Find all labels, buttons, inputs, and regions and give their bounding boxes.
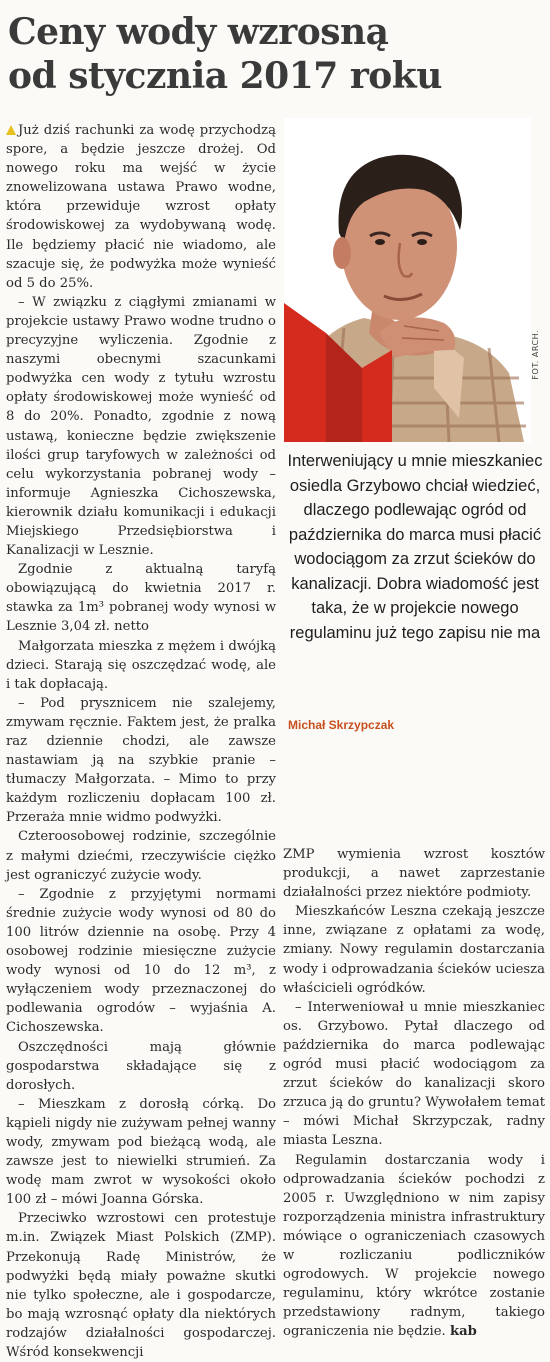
article-paragraph: – Pod prysznicem nie szalejemy, zmywam ręcznie. Faktem jest, że pralka raz dziennie chodzi, ale zawsze nastawiam ją na szybkie pranie – tłumaczy Małgorzata. – Mimo to przy każdym rozliczeniu dopłacam 100 zł. Przeraża mnie widmo podwyżki. [6,695,276,826]
article-paragraph: Oszczędności mają głównie gospodarstwa składające się z dorosłych. [6,1039,276,1093]
article-paragraph: Małgorzata mieszka z mężem i dwójką dzieci. Starają się oszczędzać wodę, ale i tak dopłacają. [6,638,276,692]
portrait-photo [284,118,531,442]
portrait-illustration [284,118,531,442]
article-column-right [283,845,545,1350]
article-paragraph: Regulamin dostarczania wody i odprowadzania ścieków pochodzi z 2005 r. Uwzględniono w nim zapisy rozporządzenia ministra infrastruktury mówiące o ograniczeniach czasowych w rozliczaniu podliczników ogrodowych. W projekcie nowego regulaminu, który wkrótce zostanie przedstawiony radnym, takiego ograniczenia nie będzie. kab [283,1152,545,1340]
article-paragraph: – W związku z ciągłymi zmianami w projekcie ustawy Prawo wodne trudno o precyzyjne wyliczenia. Zgodnie z naszymi obecnymi szacunkami podwyżka cen wody z tytułu wzrostu opłaty środowiskowej może wynieść od 8 do 20%. Ponadto, zgodnie z nową ustawą, konieczne będzie zwiększenie ilości grup taryfowych w zależności od celu wykorzystania pobranej wody – informuje Agnieszka Cichoszewska, kierownik działu komunikacji i edukacji Miejskiego Przedsiębiorstwa i Kanalizacji w Lesznie. [6,294,276,559]
section-marker-icon [6,125,16,135]
article-paragraph: Już dziś rachunki za wodę przychodzą spore, a będzie jeszcze drożej. Od nowego roku ma wejść w życie znowelizowana ustawa Prawo wodne, która przewiduje wzrost opłaty środowiskowej za wydobywaną wodę. Ile będziemy płacić nie wiadomo, ale szacuje się, że podwyżka może wynieść od 5 do 25%. [6,123,276,291]
author-signature: kab [449,1324,477,1340]
article-paragraph: Przeciwko wzrostowi cen protestuje m.in. Związek Miast Polskich (ZMP). Przekonują Radę Ministrów, że podwyżki będą miały poważne skutki nie tylko społeczne, ale i gospodarcze, bo mają wzrosnąć opłaty dla niektórych rodzajów działalności gospodarczej. Wśród konsekwencji [6,1211,276,1360]
article-paragraph: Mieszkańców Leszna czekają jeszcze inne, związane z opłatami za wodę, zmiany. Nowy regulamin dostarczania wody i odprowadzania ścieków uciesza właścicieli ogródków. [283,904,545,996]
article-paragraph: Czteroosobowej rodzinie, szczególnie z małymi dziećmi, rzeczywiście ciężko jest ograniczyć zużycie wody. [6,829,276,883]
article-paragraph: – Zgodnie z przyjętymi normami średnie zużycie wody wynosi od 80 do 100 litrów dziennie na osobę. Przy 4 osobowej rodzinie miesięczne zużycie wody wynosi od 10 do 12 m³, z wyłączeniem wody przeznaczonej do podlewania ogrodów – wyjaśnia A. Cichoszewska. [6,886,276,1036]
pull-quote-author: Michał Skrzypczak [288,718,395,732]
photo-credit: FOT. ARCH. [531,330,540,380]
article-paragraph: – Interweniował u mnie mieszkaniec os. Grzybowo. Pytał dlaczego od października do marca podlewając ogród musi płacić wodociągom za zrzut ścieków do kanalizacji skoro zrzuca ją do gruntu? Wywołałem temat – mówi Michał Skrzypczak, radny miasta Leszna. [283,999,545,1149]
article-paragraph: – Mieszkam z dorosłą córką. Do kąpieli nigdy nie zużywam pełnej wanny wody, zmywam pod bieżącą wodą, ale zawsze jest to niewielki strumień. Za wodę mam zwrot w wysokości około 100 zł – mówi Joanna Górska. [6,1096,276,1208]
article-paragraph: ZMP wymienia wzrost kosztów produkcji, a nawet zaprzestanie działalności przez niektóre podmioty. [283,847,545,901]
headline [8,10,544,98]
headline-line-2: od stycznia 2017 roku [8,55,442,97]
article-paragraph: Zgodnie z aktualną taryfą obowiązującą do kwietnia 2017 r. stawka za 1m³ pobranej wody wynosi w Lesznie 3,04 zł. netto [6,562,276,635]
article-column-left [6,121,276,1360]
headline-line-1: Ceny wody wzrosną [8,11,389,53]
pull-quote: Interweniujący u mnie mieszkaniec osiedla Grzybowo chciał wiedzieć, dlaczego podlewając ogród od października do marca musi płacić wodociągom za zrzut ścieków do kanalizacji. Dobra wiadomość jest taka, że w projekcie nowego regulaminu już tego zapisu nie ma [287,452,543,642]
